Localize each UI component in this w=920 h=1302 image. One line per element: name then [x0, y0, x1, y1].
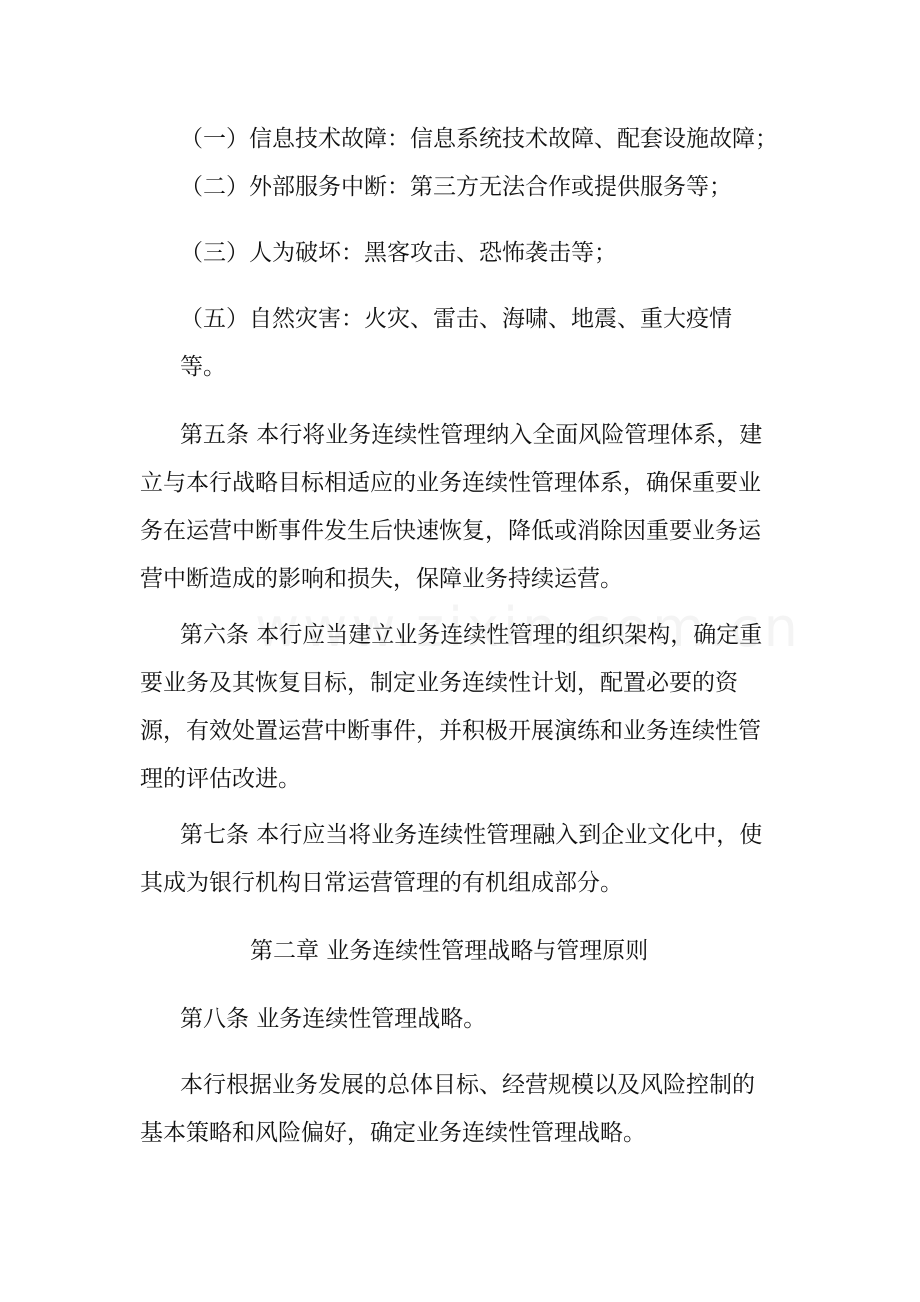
- article-8-body-line-2: 基本策略和风险偏好，确定业务连续性管理战略。: [140, 1120, 646, 1146]
- article-8-heading: 第八条 业务连续性管理战略。: [180, 1006, 487, 1032]
- list-item-natural-disaster-cont: 等。: [180, 354, 226, 380]
- article-6-line-4: 理的评估改进。: [140, 766, 301, 792]
- list-item-it-failure: （一）信息技术故障：信息系统技术故障、配套设施故障；: [180, 126, 778, 152]
- article-7-line-2: 其成为银行机构日常运营管理的有机组成部分。: [140, 870, 623, 896]
- list-item-external-service: （二）外部服务中断：第三方无法合作或提供服务等；: [180, 174, 732, 200]
- article-6-line-3: 源，有效处置运营中断事件，并积极开展演练和业务连续性管: [140, 718, 761, 744]
- list-item-natural-disaster: （五）自然灾害：火灾、雷击、海啸、地震、重大疫情: [180, 306, 732, 332]
- article-6-line-1: 第六条 本行应当建立业务连续性管理的组织架构，确定重: [180, 622, 763, 648]
- list-item-human-sabotage: （三）人为破坏：黑客攻击、恐怖袭击等；: [180, 240, 617, 266]
- chapter-heading: 第二章 业务连续性管理战略与管理原则: [250, 938, 649, 964]
- article-6-line-2: 要业务及其恢复目标，制定业务连续性计划，配置必要的资: [140, 670, 738, 696]
- article-5-line-3: 务在运营中断事件发生后快速恢复，降低或消除因重要业务运: [140, 518, 761, 544]
- article-5-line-4: 营中断造成的影响和损失，保障业务持续运营。: [140, 566, 623, 592]
- article-7-line-1: 第七条 本行应当将业务连续性管理融入到企业文化中，使: [180, 822, 763, 848]
- article-5-line-1: 第五条 本行将业务连续性管理纳入全面风险管理体系，建: [180, 422, 763, 448]
- article-5-line-2: 立与本行战略目标相适应的业务连续性管理体系，确保重要业: [140, 470, 761, 496]
- article-8-body-line-1: 本行根据业务发展的总体目标、经营规模以及风险控制的: [180, 1072, 755, 1098]
